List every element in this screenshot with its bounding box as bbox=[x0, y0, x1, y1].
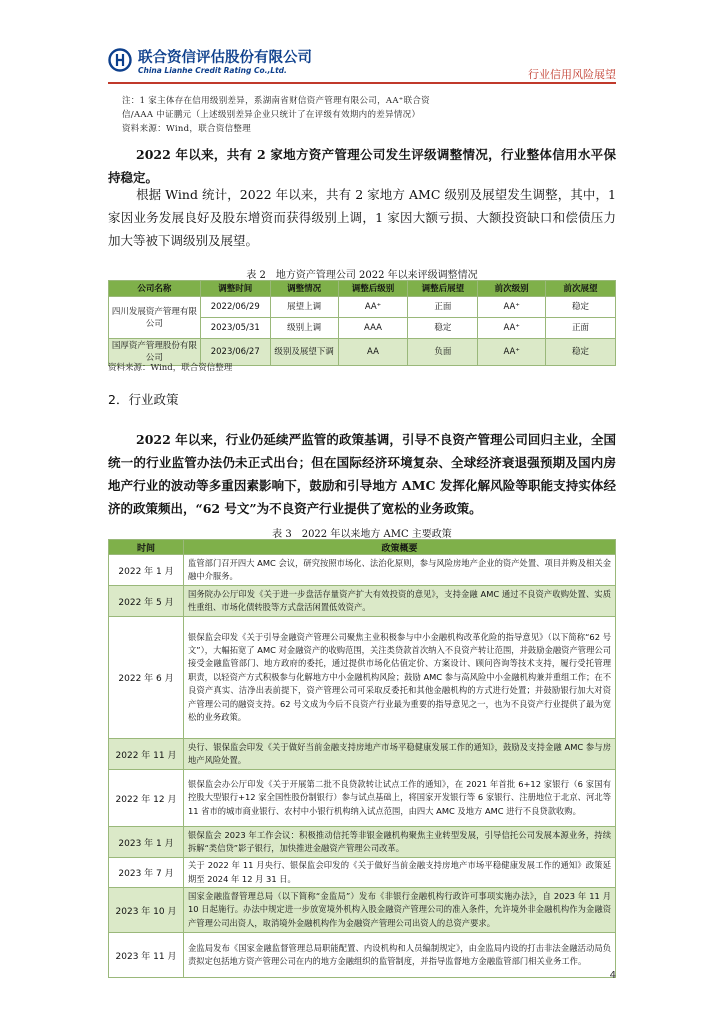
table-row bbox=[109, 770, 616, 827]
table-cell: AAA bbox=[338, 318, 408, 339]
table-row bbox=[109, 858, 616, 888]
policy-summary: 关于 2022 年 11 月央行、银保监会印发的《关于做好当前金融支持房地产市场平稳健康发展工作的通知》政策延期至 2024 年 12 月 31 日。 bbox=[184, 858, 616, 888]
table-header-cell: 调整时间 bbox=[200, 281, 270, 297]
brand-name-en: China Lianhe Credit Rating Co.,Ltd. bbox=[138, 66, 287, 75]
table-row bbox=[109, 555, 616, 586]
policy-paragraph-bold: 2022 年以来，行业仍延续严监管的政策基调，引导不良资产管理公司回归主业，全国统一的行业监管办法仍未正式出台；但在国际经济环境复杂、全球经济衰退强预期及国内房地产行业的波动等多重因素影响下，鼓励和引导地方 AMC 发挥化解风险等职能支持实体经济的政策频出，“62 号文”为不良资产行业提供了宽松的业务政策。 bbox=[108, 432, 616, 516]
footnote-line: 注：1 家主体存在信用级别差异，系湖南省财信资产管理有限公司，AA⁺联合资 bbox=[122, 96, 430, 106]
table-row bbox=[109, 739, 616, 770]
company-cell: 四川发展资产管理有限公司 bbox=[109, 297, 201, 339]
table-cell: 正面 bbox=[408, 297, 478, 318]
table-cell: AA⁺ bbox=[478, 297, 546, 318]
section-heading: 2．行业政策 bbox=[108, 392, 179, 407]
table-cell: 稳定 bbox=[546, 297, 616, 318]
table-title: 表 2 地方资产管理公司 2022 年以来评级调整情况 bbox=[246, 270, 478, 281]
company-cell: 国厚资产管理股份有限公司 bbox=[109, 339, 201, 366]
table-cell: 展望上调 bbox=[270, 297, 338, 318]
table-cell: AA bbox=[338, 339, 408, 366]
table-header-cell: 调整后级别 bbox=[338, 281, 408, 297]
table-header-cell: 时间 bbox=[109, 540, 184, 555]
policy-summary: 银保监会 2023 年工作会议：积极推动信托等非银金融机构聚焦主业转型发展，引导信托公司发展本源业务，持续拆解“类信贷”影子银行，加快推进金融资产管理公司改革。 bbox=[184, 827, 616, 858]
policy-table bbox=[108, 539, 616, 978]
table-header-cell: 调整后展望 bbox=[408, 281, 478, 297]
policy-summary: 银保监会印发《关于引导金融资产管理公司聚焦主业积极参与中小金融机构改革化险的指导意见》（以下简称“62 号文”），大幅拓宽了 AMC 对金融资产的收购范围，关注类贷款首次纳入不良资产转让范围，并鼓励金融资产管理公司接受金融监管部门、地方政府的委托，通过提供市场化估值定价、方案设计、顾问咨询等技术支持，履行受托管理职责，以轻资产方式积极参与化解地方中小金融机构风险；鼓励 AMC 参与高风险中小金融机构兼并重组工作；在不良资产真实、洁净出表前提下，资产管理公司可采取反委托和其他金融机构的方式进行处置；并鼓励银行加大对资产管理公司的融资支持。62 号文成为今后不良资产行业最为重要的指导意见之一，也为不良资产行业提供了最为宽松的业务政策。 bbox=[184, 617, 616, 739]
policy-time: 2022 年 5 月 bbox=[109, 586, 184, 617]
section-title: 行业信用风险展望 bbox=[528, 68, 616, 81]
brand-name-cn: 联合资信评估股份有限公司 bbox=[138, 50, 312, 66]
table-header-cell: 前次展望 bbox=[546, 281, 616, 297]
policy-summary: 金监局发布《国家金融监督管理总局职能配置、内设机构和人员编制规定》，由金监局内设的打击非法金融活动局负责拟定包括地方资产管理公司在内的地方金融组织的监管制度，并指导监督地方金融监管部门相关业务工作。 bbox=[184, 933, 616, 978]
policy-summary: 国家金融监督管理总局（以下简称“金监局”）发布《非银行金融机构行政许可事项实施办法》，自 2023 年 11 月 10 日起施行。办法中规定进一步放宽境外机构入股金融资产管理公司的准入条件，允许境外非金融机构作为金融资产管理公司出资人，取消境外金融机构作为金融资产管理公司出资人的总资产要求。 bbox=[184, 888, 616, 933]
table-cell: AA⁺ bbox=[338, 297, 408, 318]
table-header-cell: 前次级别 bbox=[478, 281, 546, 297]
table-row bbox=[109, 617, 616, 739]
table-cell: 稳定 bbox=[408, 318, 478, 339]
policy-time: 2022 年 6 月 bbox=[109, 617, 184, 739]
table-header-cell: 公司名称 bbox=[109, 281, 201, 297]
table-cell: 2023/05/31 bbox=[200, 318, 270, 339]
company-logo bbox=[108, 48, 132, 72]
table-cell: 2022/06/29 bbox=[200, 297, 270, 318]
table-row bbox=[109, 297, 616, 318]
policy-summary: 国务院办公厅印发《关于进一步盘活存量资产扩大有效投资的意见》，支持金融 AMC 通过不良资产收购处置、实质性重组、市场化债转股等方式盘活闲置低效资产。 bbox=[184, 586, 616, 617]
summary-paragraph-bold: 2022 年以来，共有 2 家地方资产管理公司发生评级调整情况，行业整体信用水平保持稳定。 bbox=[108, 147, 616, 185]
footnote-line: 资料来源：Wind，联合资信整理 bbox=[122, 124, 252, 134]
page-number: 4 bbox=[609, 970, 616, 981]
policy-summary: 央行、银保监会印发《关于做好当前金融支持房地产市场平稳健康发展工作的通知》，鼓励及支持金融 AMC 参与房地产风险处置。 bbox=[184, 739, 616, 770]
policy-time: 2023 年 11 月 bbox=[109, 933, 184, 978]
table-cell: 稳定 bbox=[546, 339, 616, 366]
policy-summary: 银保监会办公厅印发《关于开展第二批不良贷款转让试点工作的通知》，在 2021 年首批 6+12 家银行（6 家国有控股大型银行+12 家全国性股份制银行）参与试点基础上，将国家开发银行等 6 家银行、注册地位于北京、河北等 11 省市的城市商业银行、农村中小银行机构纳入试点范围，由四大 AMC 及地方 AMC 进行不良贷款收购。 bbox=[184, 770, 616, 827]
table-cell: 级别上调 bbox=[270, 318, 338, 339]
rating-adjustment-table bbox=[108, 280, 616, 366]
header-divider bbox=[108, 82, 616, 84]
table-cell: 2023/06/27 bbox=[200, 339, 270, 366]
table-cell: 正面 bbox=[546, 318, 616, 339]
table-cell: AA⁺ bbox=[478, 318, 546, 339]
policy-time: 2023 年 10 月 bbox=[109, 888, 184, 933]
table-header-row bbox=[109, 281, 616, 297]
policy-summary: 监管部门召开四大 AMC 会议，研究按照市场化、法治化原则，参与风险房地产企业的资产处置、项目并购及相关金融中介服务。 bbox=[184, 555, 616, 586]
table-title: 表 3 2022 年以来地方 AMC 主要政策 bbox=[272, 529, 452, 540]
body-paragraph: 根据 Wind 统计，2022 年以来，共有 2 家地方 AMC 级别及展望发生调整，其中，1 家因业务发展良好及股东增资而获得级别上调，1 家因大额亏损、大额投资缺口和偿债压力加大等被下调级别及展望。 bbox=[108, 187, 616, 248]
footnote-line: 信/AAA 中证鹏元（上述级别差异企业只统计了在评级有效期内的差异情况） bbox=[122, 110, 421, 120]
table-cell: AA⁺ bbox=[478, 339, 546, 366]
table-cell: 负面 bbox=[408, 339, 478, 366]
table-header-cell: 调整情况 bbox=[270, 281, 338, 297]
table-row bbox=[109, 888, 616, 933]
table-row bbox=[109, 586, 616, 617]
table-cell: 级别及展望下调 bbox=[270, 339, 338, 366]
policy-time: 2022 年 1 月 bbox=[109, 555, 184, 586]
table-row bbox=[109, 933, 616, 978]
table-row bbox=[109, 827, 616, 858]
policy-time: 2022 年 12 月 bbox=[109, 770, 184, 827]
policy-time: 2022 年 11 月 bbox=[109, 739, 184, 770]
table-header-row bbox=[109, 540, 616, 555]
table-source: 资料来源：Wind，联合资信整理 bbox=[108, 363, 233, 373]
page-header bbox=[108, 44, 616, 84]
policy-time: 2023 年 1 月 bbox=[109, 827, 184, 858]
policy-time: 2023 年 7 月 bbox=[109, 858, 184, 888]
table-header-cell: 政策概要 bbox=[184, 540, 616, 555]
